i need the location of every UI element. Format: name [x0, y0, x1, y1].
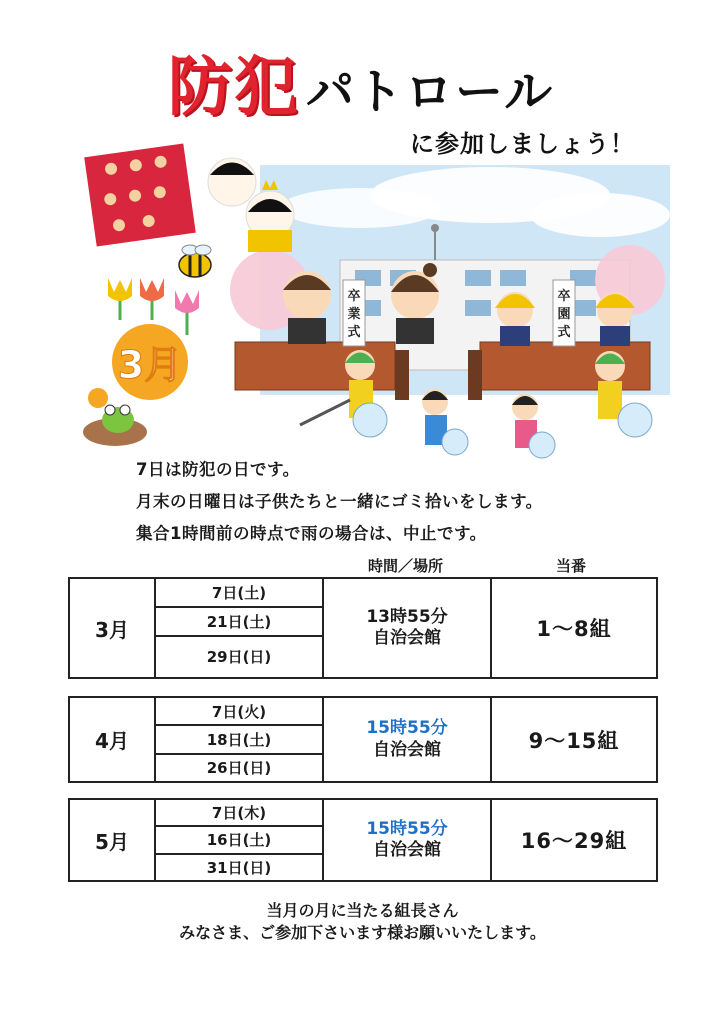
schedule-table-march [68, 577, 658, 679]
notice-line-3: 集合1時間前の時点で雨の場合は、中止です。 [136, 524, 487, 543]
sign-right-char-3: 式 [557, 325, 571, 340]
duty-groups: 9～15組 [528, 728, 620, 753]
cloud [530, 193, 670, 237]
tulip-icon [175, 290, 199, 335]
schedule-table-april [68, 696, 658, 783]
schedule-table-may [68, 798, 658, 882]
meeting-time: 15時55分 [366, 818, 448, 839]
date-item: 29日(日) [206, 648, 272, 667]
date-item: 26日(日) [206, 759, 272, 778]
sign-right-char-1: 卒 [557, 289, 571, 304]
duty-groups: 1～8組 [536, 617, 612, 641]
tulip-icon [140, 278, 164, 320]
frog-icon [83, 405, 147, 446]
subtitle: に参加しましょう！ [410, 130, 635, 158]
date-item: 18日(土) [156, 726, 322, 754]
time-place-cell [324, 579, 492, 677]
date-list [156, 698, 324, 781]
title-black-text: パトロール [306, 64, 555, 120]
month-badge-text: 3月 [117, 343, 183, 387]
footer-line-2: みなさま、ご参加下さいます様お願いいたします。 [179, 923, 546, 942]
child-yellow-hat [495, 292, 535, 346]
month-label: 4月 [70, 698, 156, 781]
notice-line-2: 月末の日曜日は子供たちと一緒にゴミ拾いをします。 [136, 492, 543, 511]
time-place-cell [324, 698, 492, 781]
meeting-place: 自治会館 [373, 840, 441, 860]
footer-line-1: 当月の月に当たる組長さん [266, 901, 459, 920]
date-item: 7日(土) [156, 579, 322, 608]
tulip-icon [108, 278, 132, 320]
sign-right-char-2: 園 [557, 307, 571, 322]
meeting-time: 15時55分 [366, 718, 448, 739]
title-red-text: 防犯 [168, 51, 300, 125]
month-label: 5月 [70, 800, 156, 880]
date-item: 21日(土) [156, 608, 322, 637]
time-place-cell [324, 800, 492, 880]
meeting-time: 13時55分 [366, 606, 448, 627]
date-item: 7日(火) [156, 698, 322, 726]
date-list [156, 579, 324, 677]
person-man [283, 271, 331, 344]
patrol-child [422, 389, 468, 455]
page-title [168, 40, 555, 125]
meeting-place: 自治会館 [373, 628, 441, 648]
month-label: 3月 [70, 579, 156, 677]
child-yellow-hat [595, 292, 635, 346]
sun-icon [88, 388, 108, 408]
sign-left-char-2: 業 [347, 307, 361, 322]
column-header-duty: 当番 [556, 557, 587, 575]
sign-left-char-1: 卒 [347, 289, 361, 304]
patrol-child [512, 394, 555, 458]
date-item: 7日(木) [156, 800, 322, 827]
column-header-time-place: 時間／場所 [368, 557, 444, 575]
date-list [156, 800, 324, 880]
meeting-place: 自治会館 [373, 739, 441, 760]
sign-left-char-3: 式 [347, 325, 361, 340]
cloud [280, 188, 440, 228]
bee-icon [179, 245, 211, 277]
date-item: 31日(日) [206, 858, 272, 877]
date-item: 16日(土) [156, 827, 322, 854]
notice-line-1: 7日は防犯の日です。 [136, 460, 300, 479]
spring-patrol-illustration [70, 120, 670, 470]
duty-groups: 16～29組 [520, 829, 628, 853]
